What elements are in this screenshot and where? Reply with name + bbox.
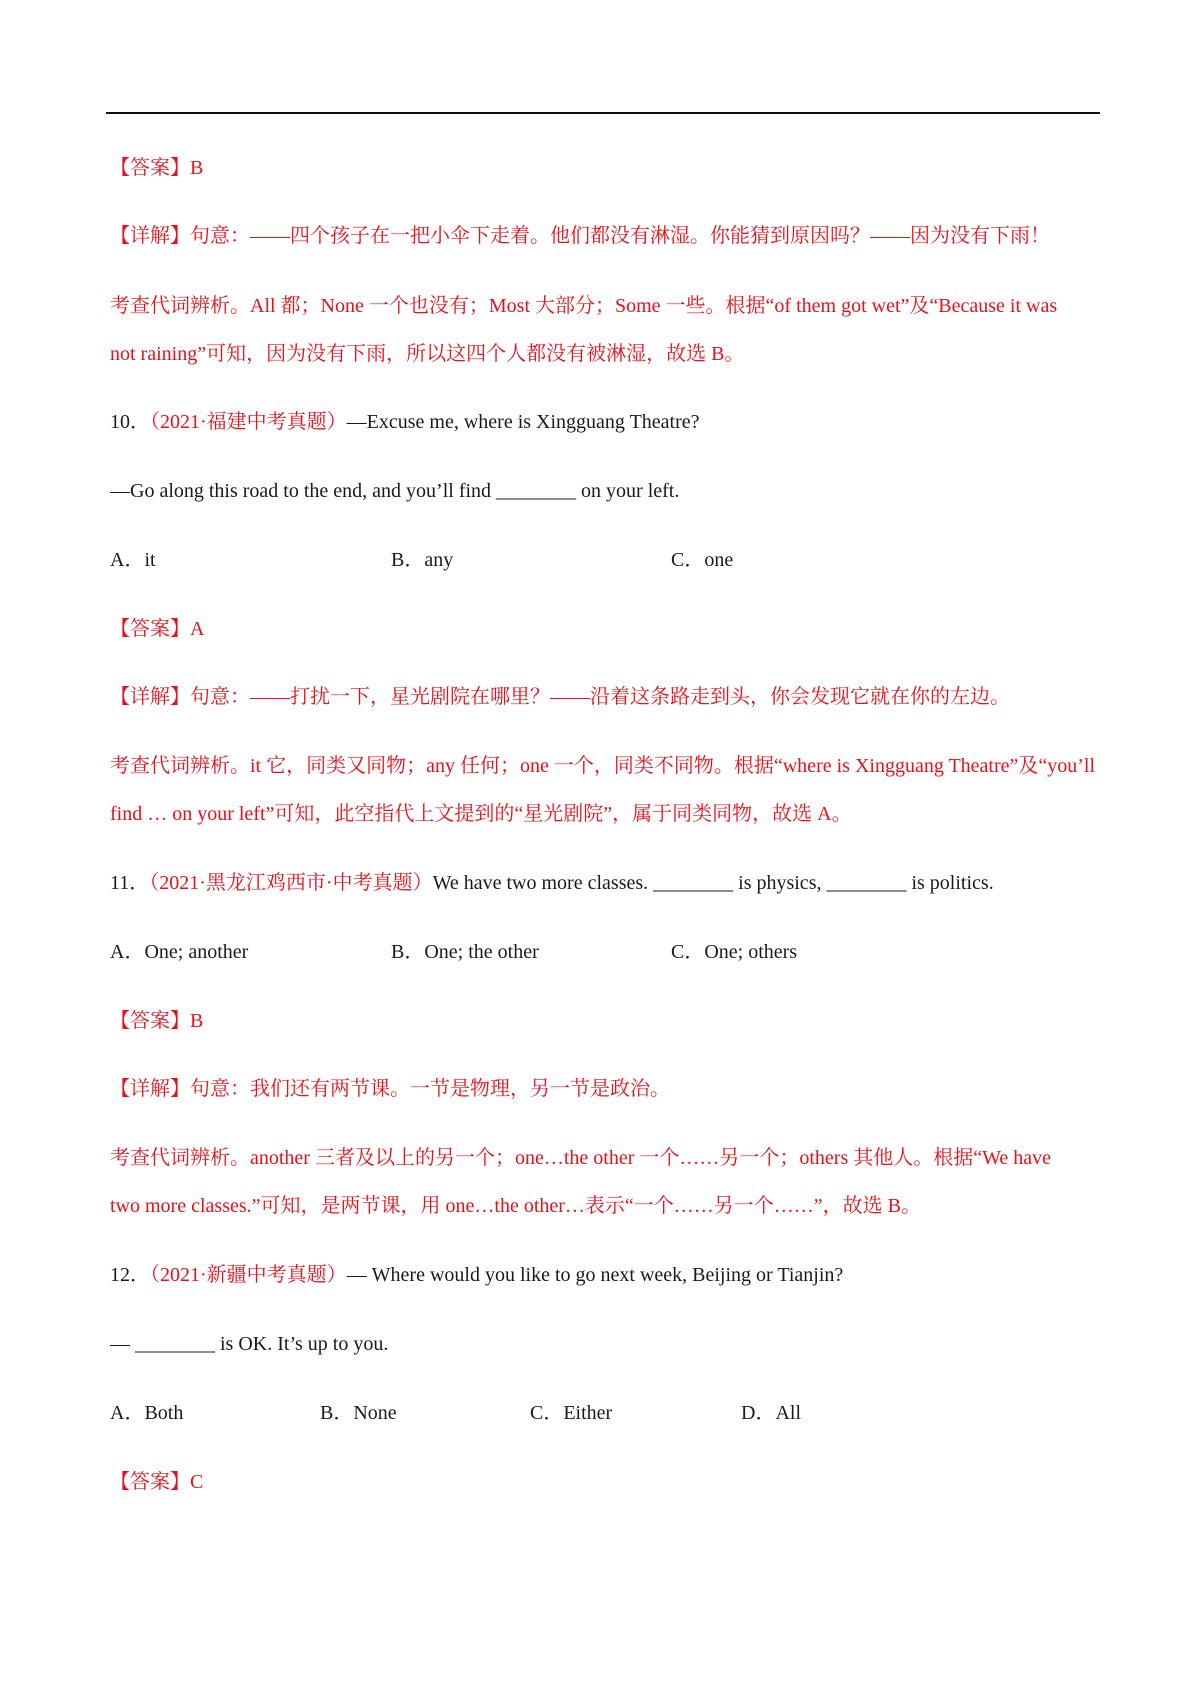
question-10-line2: —Go along this road to the end, and you’ll find ________ on your left. <box>110 480 680 502</box>
question-number: 12． <box>110 1264 150 1286</box>
question-source: （2021·黑龙江鸡西市·中考真题） <box>149 872 433 894</box>
detail-9: 【详解】句意：——四个孩子在一把小伞下走着。他们都没有淋湿。你能猜到原因吗？——因为没有下雨！ <box>110 225 1050 247</box>
explanation-11-line1: 考查代词辨析。another 三者及以上的另一个；one…the other 一个……另一个；others 其他人。根据“We have <box>110 1147 1052 1169</box>
header-rule <box>106 112 1100 114</box>
answer-12: 【答案】C <box>110 1471 204 1493</box>
question-number: 11． <box>110 872 150 894</box>
question-12 <box>110 1263 843 1287</box>
option-c: C．Either <box>530 1402 613 1424</box>
explanation-9-line2: not raining”可知，因为没有下雨，所以这四个人都没有被淋湿，故选 B。 <box>110 343 745 365</box>
option-a: A．One; another <box>110 941 249 963</box>
option-c: C．One; others <box>671 941 798 963</box>
answer-10: 【答案】A <box>110 618 205 640</box>
question-11 <box>110 871 994 895</box>
question-source: （2021·福建中考真题） <box>150 411 347 433</box>
option-d: D．All <box>741 1402 801 1424</box>
explanation-10-line1: 考查代词辨析。it 它，同类又同物；any 任何；one 一个，同类不同物。根据“where is Xingguang Theatre”及“you’ll <box>110 755 1096 777</box>
question-text: — Where would you like to go next week, Beijing or Tianjin? <box>346 1264 844 1286</box>
explanation-11-line2: two more classes.”可知，是两节课，用 one…the other…表示“一个……另一个……”，故选 B。 <box>110 1195 922 1217</box>
option-b: B．None <box>320 1402 397 1424</box>
detail-10: 【详解】句意：——打扰一下，星光剧院在哪里？——沿着这条路走到头，你会发现它就在你的左边。 <box>110 686 1010 708</box>
detail-11: 【详解】句意：我们还有两节课。一节是物理，另一节是政治。 <box>110 1078 670 1100</box>
option-a: A．it <box>110 549 156 571</box>
answer-9: 【答案】B <box>110 157 204 179</box>
question-12-line2: — ________ is OK. It’s up to you. <box>110 1333 389 1355</box>
explanation-10-line2: find … on your left”可知，此空指代上文提到的“星光剧院”，属于同类同物，故选 A。 <box>110 803 852 825</box>
question-source: （2021·新疆中考真题） <box>150 1264 347 1286</box>
explanation-9-line1: 考查代词辨析。All 都；None 一个也没有；Most 大部分；Some 一些。根据“of them got wet”及“Because it was <box>110 295 1058 317</box>
question-10 <box>110 410 700 434</box>
question-number: 10． <box>110 411 150 433</box>
question-text: —Excuse me, where is Xingguang Theatre? <box>346 411 700 433</box>
answer-11: 【答案】B <box>110 1010 204 1032</box>
question-text: We have two more classes. ________ is physics, ________ is politics. <box>432 872 994 894</box>
option-b: B．One; the other <box>391 941 539 963</box>
option-c: C．one <box>671 549 734 571</box>
option-a: A．Both <box>110 1402 184 1424</box>
option-b: B．any <box>391 549 454 571</box>
